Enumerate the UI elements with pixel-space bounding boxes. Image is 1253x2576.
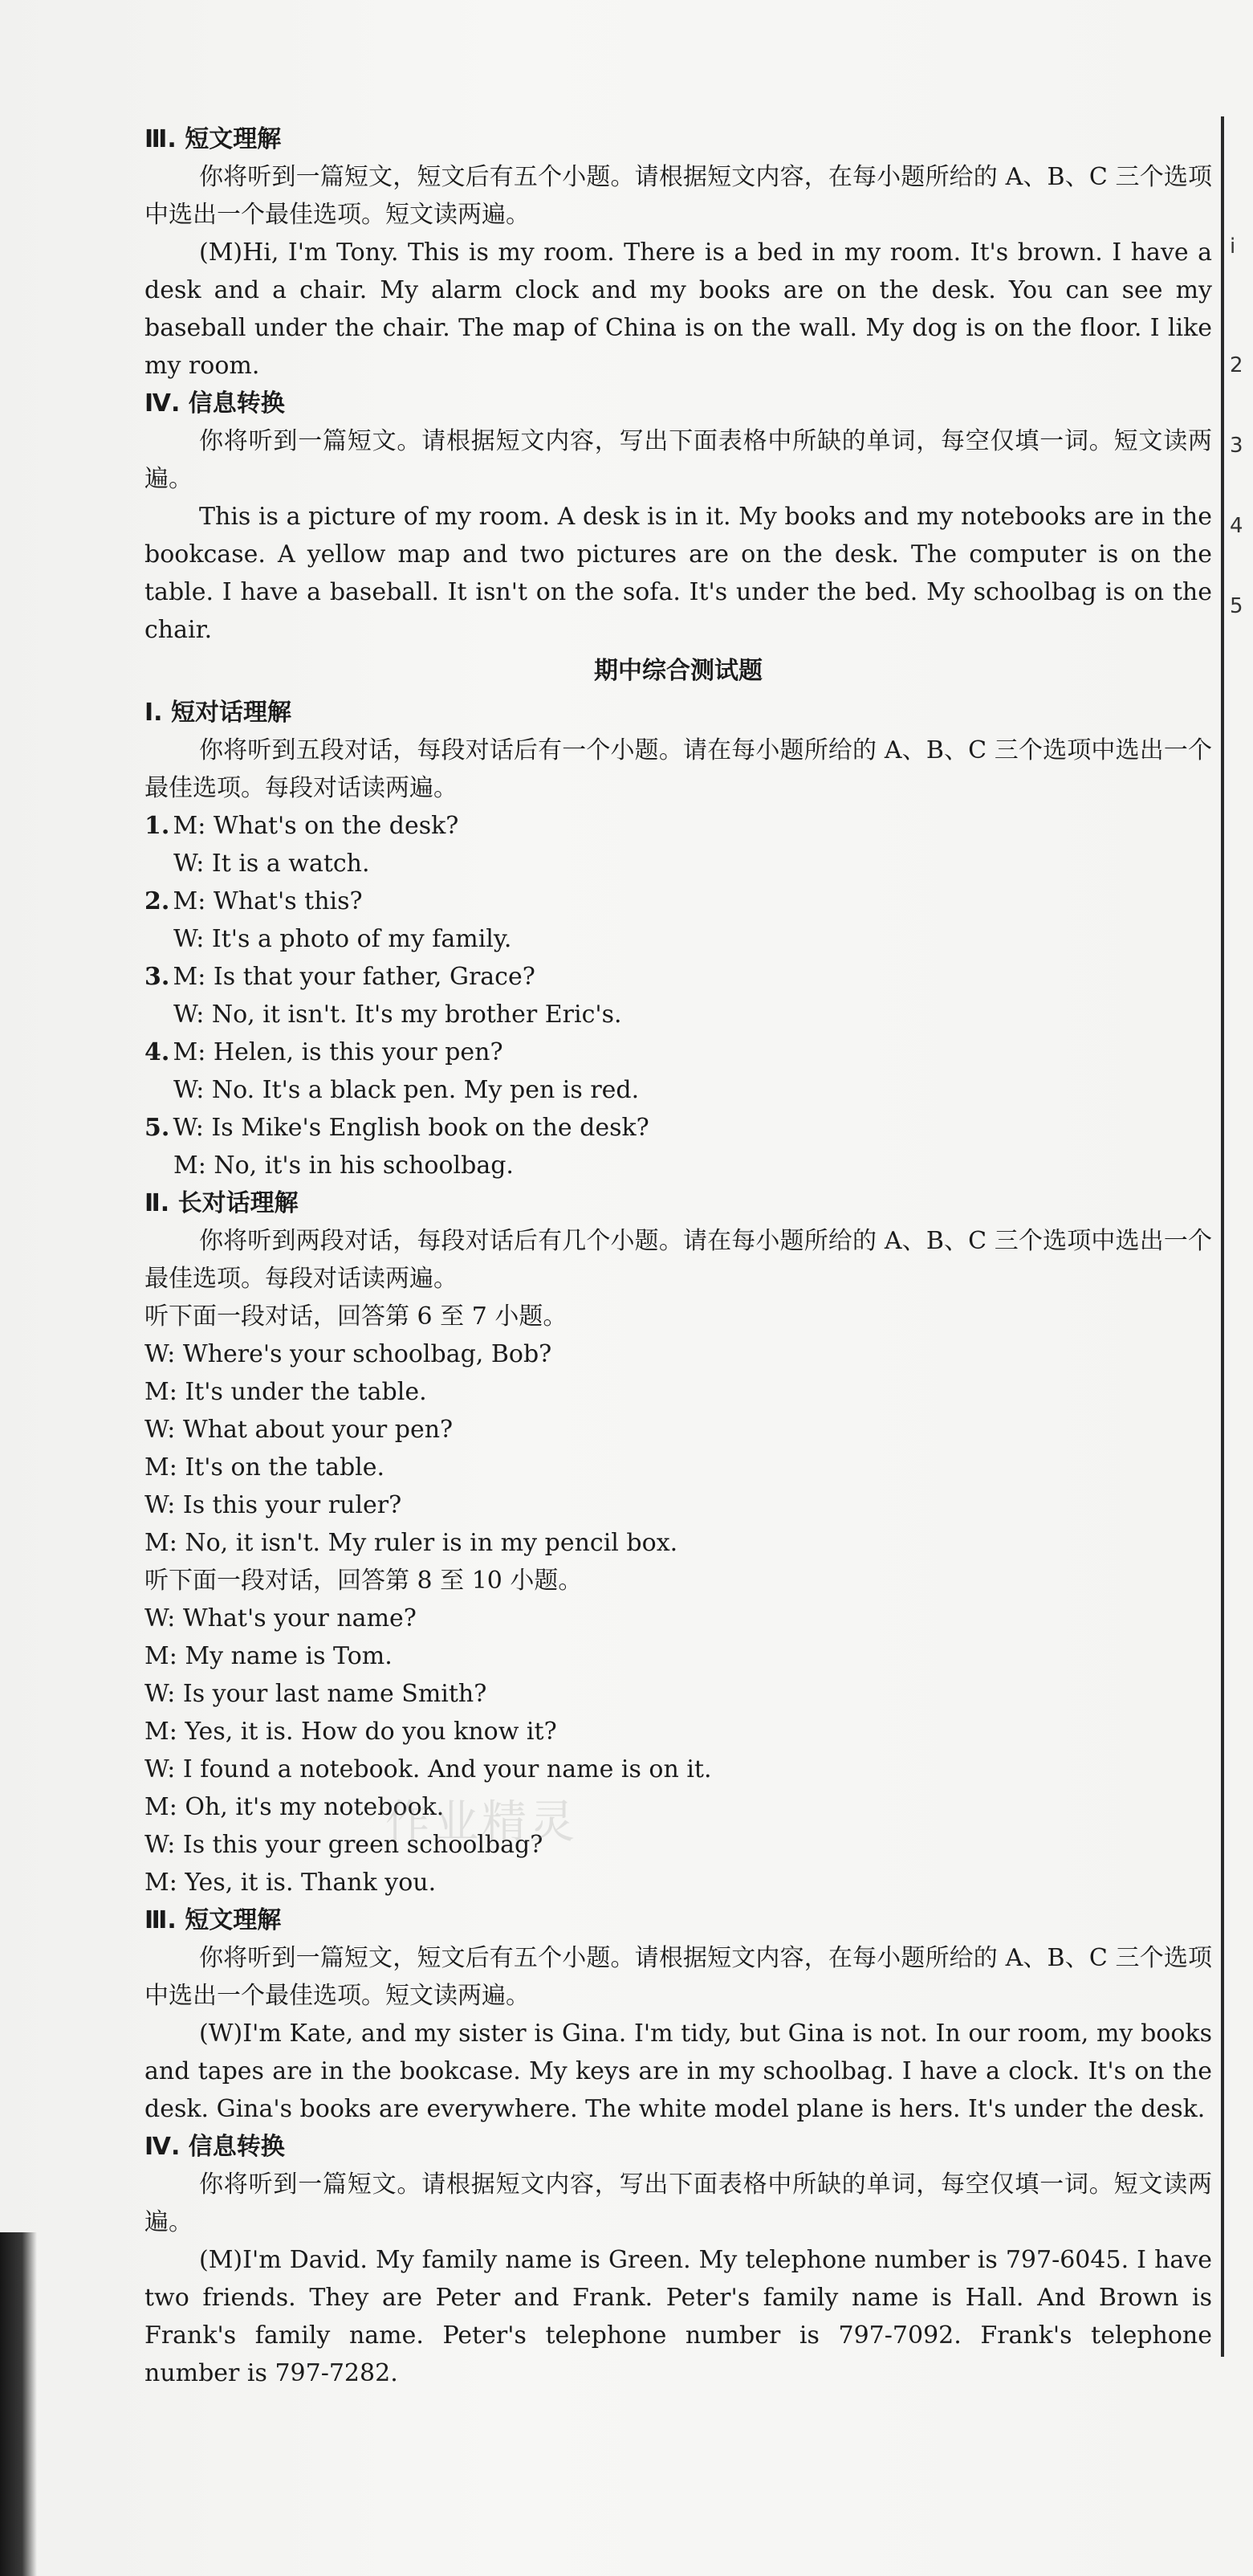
dialog-line: M: Oh, it's my notebook. [144,1793,445,1821]
dialog-answer: W: No, it isn't. It's my brother Eric's. [173,1001,622,1029]
right-column-fragment: 3 [1230,434,1243,458]
dialog-question: 5. W: Is Mike's English book on the desk? [144,1114,649,1142]
section-instruction: 你将听到五段对话，每段对话后有一个小题。请在每小题所给的 A、B、C 三个选项中选出一个最佳选项。每段对话读两遍。 [144,736,1212,802]
dialog-line: M: My name is Tom. [144,1642,393,1670]
dialog-question: 1. M: What's on the desk? [144,812,459,840]
section-heading: Ⅰ. 短对话理解 [144,699,292,727]
dialog-intro: 听下面一段对话，回答第 8 至 10 小题。 [144,1567,583,1595]
listening-passage: (M)Hi, I'm Tony. This is my room. There is a bed in my room. It's brown. I have a desk and a chair. My alarm clock and my books are on the desk. You can see my baseball under the chair. The map of China is on the wall. My dog is on the floor. I like my room. [144,238,1212,380]
section-heading: Ⅳ. 信息转换 [144,2133,285,2161]
section-instruction: 你将听到一篇短文，短文后有五个小题。请根据短文内容，在每小题所给的 A、B、C 三个选项中选出一个最佳选项。短文读两遍。 [144,163,1212,229]
dialog-line: M: No, it isn't. My ruler is in my pencil box. [144,1529,678,1557]
dialog-question: 4. M: Helen, is this your pen? [144,1038,503,1066]
right-column-fragment: i [1230,234,1236,259]
dialog-line: W: Is your last name Smith? [144,1680,487,1708]
section-heading: Ⅳ. 信息转换 [144,389,285,418]
dialog-answer: M: No, it's in his schoolbag. [173,1151,514,1180]
scan-edge-shadow [0,2232,37,2576]
section-instruction: 你将听到两段对话，每段对话后有几个小题。请在每小题所给的 A、B、C 三个选项中选出一个最佳选项。每段对话读两遍。 [144,1227,1212,1293]
dialog-answer: W: No. It's a black pen. My pen is red. [173,1076,640,1104]
section-instruction: 你将听到一篇短文，短文后有五个小题。请根据短文内容，在每小题所给的 A、B、C 三个选项中选出一个最佳选项。短文读两遍。 [144,1944,1212,2010]
section-heading: Ⅲ. 短文理解 [144,1906,282,1934]
dialog-line: M: It's on the table. [144,1453,385,1482]
dialog-line: M: Yes, it is. How do you know it? [144,1718,557,1746]
dialog-intro: 听下面一段对话，回答第 6 至 7 小题。 [144,1302,568,1331]
dialog-line: W: What's your name? [144,1604,417,1632]
dialog-line: M: Yes, it is. Thank you. [144,1869,437,1897]
section-heading: Ⅲ. 短文理解 [144,125,282,153]
right-column-fragment: 4 [1230,514,1243,538]
dialog-answer: W: It is a watch. [173,850,370,878]
column-divider [1221,116,1224,2357]
dialog-answer: W: It's a photo of my family. [173,925,512,953]
dialog-line: M: It's under the table. [144,1378,427,1406]
dialog-line: W: I found a notebook. And your name is on it. [144,1755,712,1783]
right-column-fragment: 2 [1230,353,1243,377]
dialog-line: W: What about your pen? [144,1416,454,1444]
section-heading: Ⅱ. 长对话理解 [144,1189,299,1217]
dialog-line: W: Is this your green schoolbag? [144,1831,543,1859]
section-instruction: 你将听到一篇短文。请根据短文内容，写出下面表格中所缺的单词，每空仅填一词。短文读两遍。 [144,427,1212,493]
listening-passage: This is a picture of my room. A desk is in it. My books and my notebooks are in the bookcase. A yellow map and two pictures are on the desk. The computer is on the table. I have a baseball. It isn't on the sofa. It's under the bed. My schoolbag is on the chair. [144,503,1212,644]
dialog-line: W: Is this your ruler? [144,1491,402,1519]
dialog-question: 2. M: What's this? [144,887,363,915]
dialog-question: 3. M: Is that your father, Grace? [144,963,535,991]
dialog-line: W: Where's your schoolbag, Bob? [144,1340,552,1368]
listening-passage: (M)I'm David. My family name is Green. My telephone number is 797-6045. I have two friends. They are Peter and Frank. Peter's family name is Hall. And Brown is Frank's family name. Peter's telephone number is 797-7092. Frank's telephone number is 797-7282. [144,2246,1212,2387]
right-column-fragment: 5 [1230,594,1243,618]
watermark: 作业精灵 [385,1796,578,1848]
page-content [144,120,1212,2392]
listening-passage: (W)I'm Kate, and my sister is Gina. I'm tidy, but Gina is not. In our room, my books and tapes are in the bookcase. My keys are in my schoolbag. I have a clock. It's on the desk. Gina's books are everywhere. The white model plane is hers. It's under the desk. [144,2020,1212,2123]
exam-title: 期中综合测试题 [594,657,763,685]
section-instruction: 你将听到一篇短文。请根据短文内容，写出下面表格中所缺的单词，每空仅填一词。短文读两遍。 [144,2170,1212,2236]
